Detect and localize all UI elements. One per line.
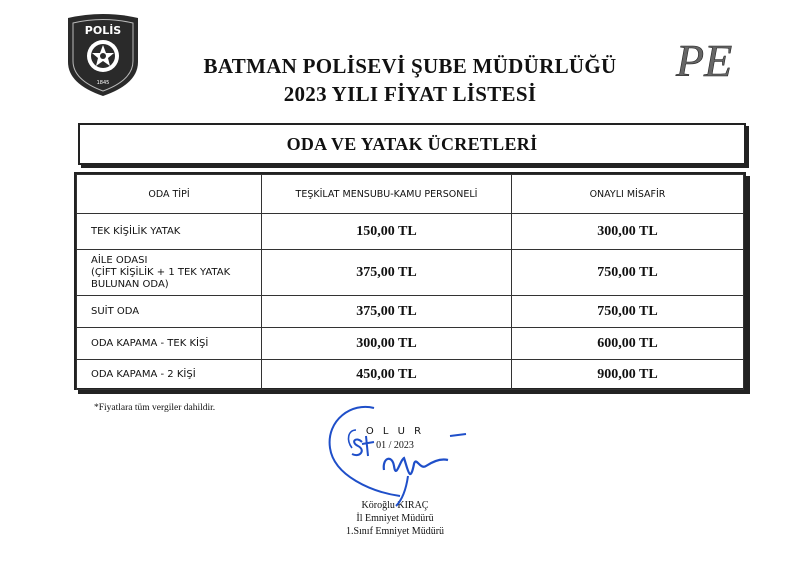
room-type-cell (77, 250, 262, 296)
room-type-line: AİLE ODASI (91, 254, 148, 266)
handwritten-signature (322, 400, 472, 510)
column-header-guest: ONAYLI MİSAFİR (512, 175, 744, 214)
price-table (74, 172, 746, 390)
table-header-row (77, 175, 744, 214)
guest-price-cell: 300,00 TL (512, 214, 744, 250)
monogram-text: PE (676, 35, 733, 86)
staff-price-cell: 375,00 TL (262, 250, 512, 296)
guest-price-cell: 750,00 TL (512, 250, 744, 296)
table-row (77, 328, 744, 360)
room-type-cell: TEK KİŞİLİK YATAK (77, 214, 262, 250)
document-title: BATMAN POLİSEVİ ŞUBE MÜDÜRLÜĞÜ (203, 54, 617, 78)
table-row (77, 360, 744, 390)
table-row (77, 296, 744, 328)
room-type-cell: ODA KAPAMA - TEK KİŞİ (77, 328, 262, 360)
document-header (140, 52, 680, 108)
staff-price-cell: 375,00 TL (262, 296, 512, 328)
approval-olur: O L U R (365, 426, 425, 437)
room-type-cell: SUİT ODA (77, 296, 262, 328)
staff-price-cell: 150,00 TL (262, 214, 512, 250)
staff-price-cell: 300,00 TL (262, 328, 512, 360)
document-subtitle: 2023 YILI FİYAT LİSTESİ (283, 82, 537, 106)
police-emblem-logo (60, 12, 146, 98)
room-type-line: (ÇİFT KİŞİLİK + 1 TEK YATAK (91, 266, 231, 278)
guest-price-cell: 600,00 TL (512, 328, 744, 360)
logo-polis-text: POLİS (84, 24, 122, 37)
tax-note: *Fiyatlara tüm vergiler dahildir. (94, 403, 216, 413)
table-row (77, 214, 744, 250)
signer-rank: 1.Sınıf Emniyet Müdürü (345, 526, 445, 537)
column-header-room-type: ODA TİPİ (77, 175, 262, 214)
approval-date: 01 / 2023 (376, 440, 414, 451)
guest-price-cell: 900,00 TL (512, 360, 744, 390)
section-title: ODA VE YATAK ÜCRETLERİ (78, 123, 746, 165)
logo-year-text: 1845 (96, 80, 110, 86)
guest-price-cell: 750,00 TL (512, 296, 744, 328)
signer-role: İl Emniyet Müdürü (356, 513, 434, 524)
room-type-cell: ODA KAPAMA - 2 KİŞİ (77, 360, 262, 390)
staff-price-cell: 450,00 TL (262, 360, 512, 390)
room-type-line: BULUNAN ODA) (91, 278, 169, 290)
table-row (77, 250, 744, 296)
signer-name: Köroğlu KIRAÇ (361, 500, 429, 511)
column-header-staff: TEŞKİLAT MENSUBU-KAMU PERSONELİ (262, 175, 512, 214)
